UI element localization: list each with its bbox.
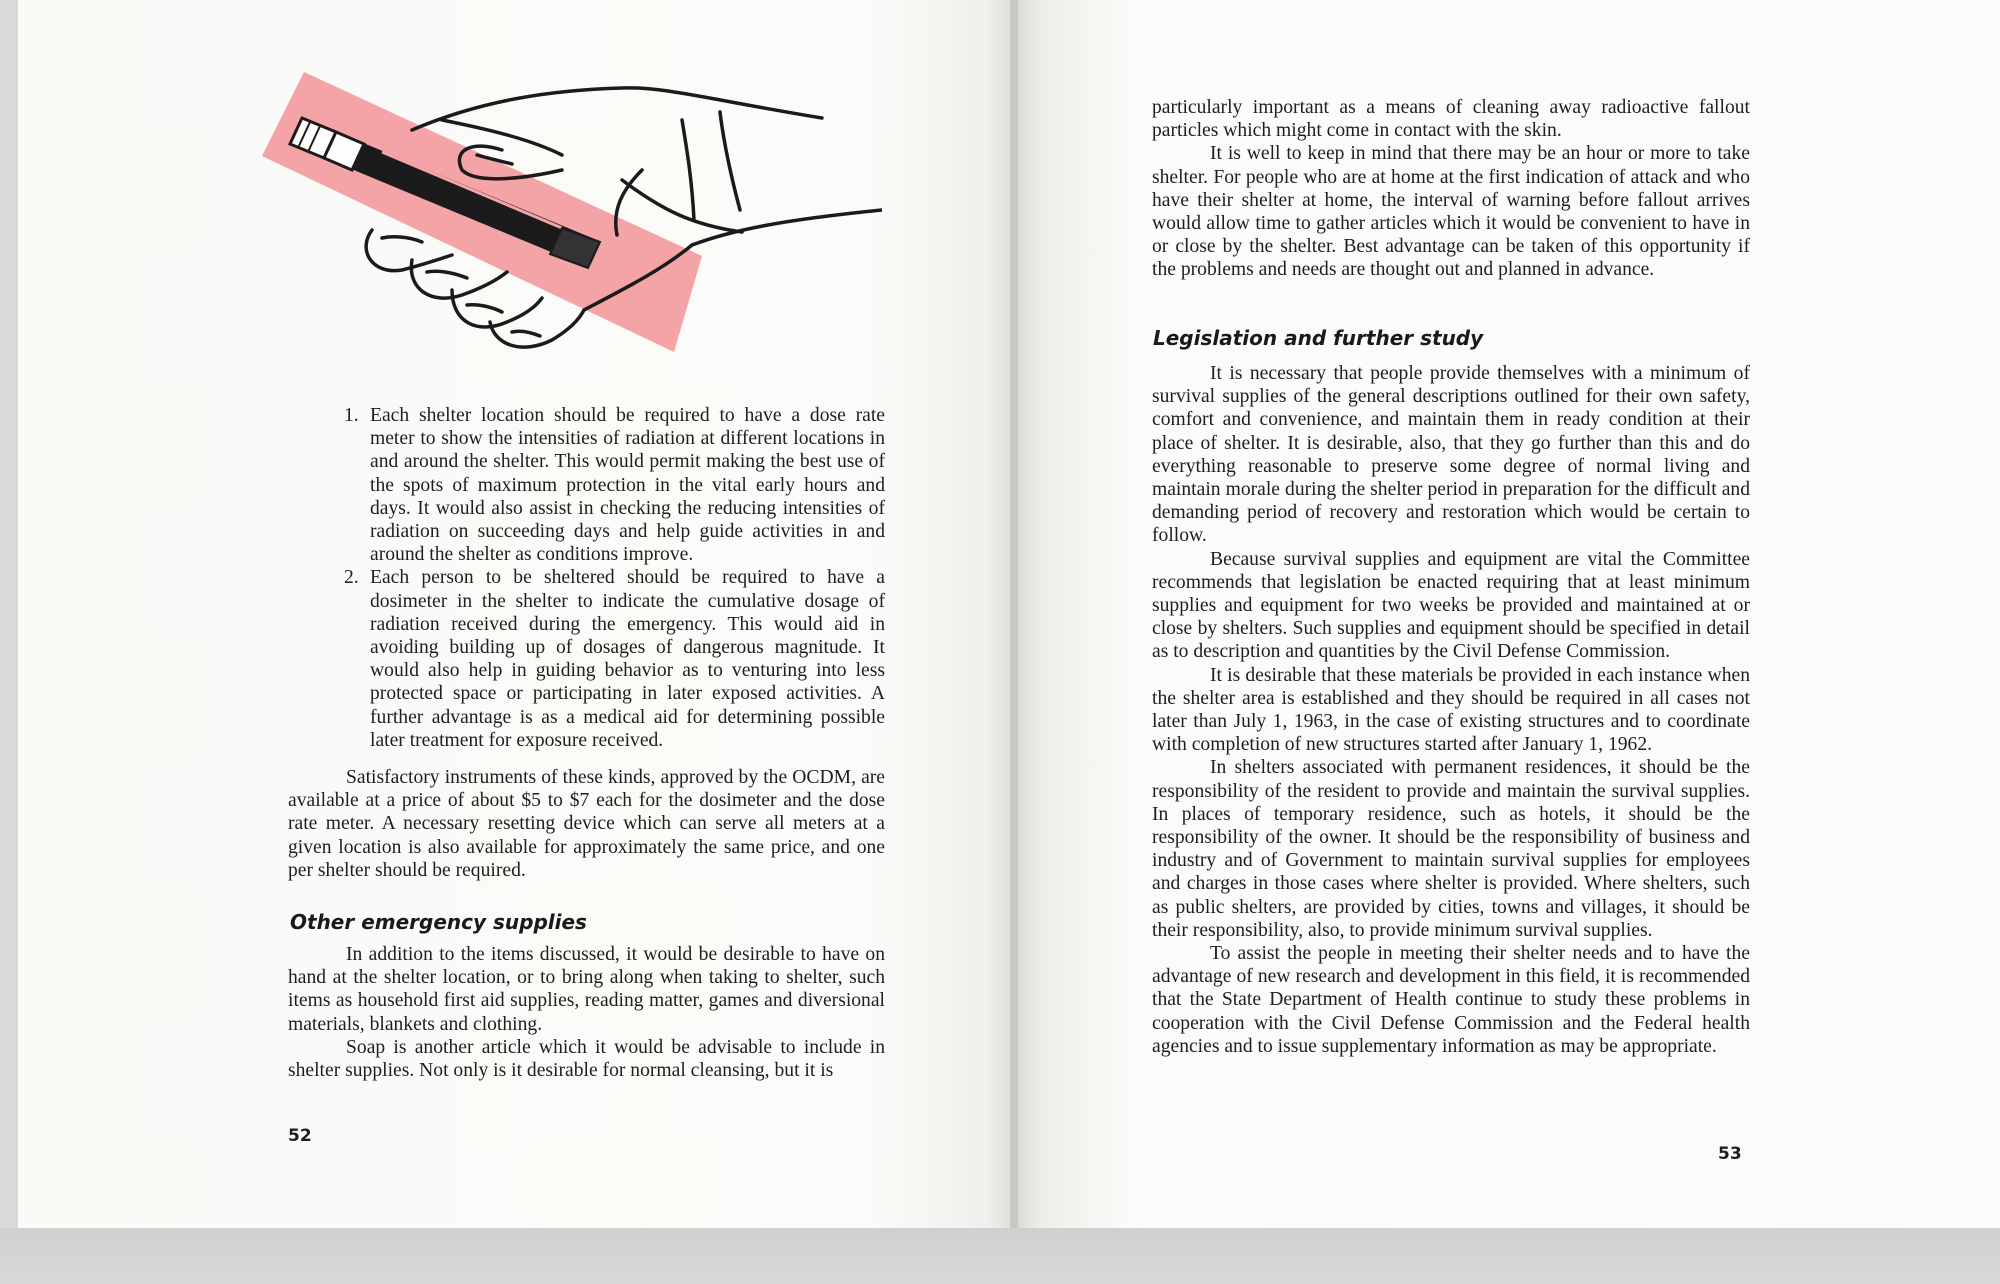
page-number-left: 52 [288,1126,312,1146]
list-number: 2. [344,567,359,589]
scan-shadow [0,1228,2000,1284]
because-paragraph: Because survival supplies and equipment are vital the Committee recommends that legislation be enacted requiring that at least minimum supplies and equipment for two weeks be provided and maintained at or close by shelters. Such supplies and equipment should be specified in detail as to description and quantities by the Civil Defense Commission. [1152,548,1750,663]
items-paragraph: In addition to the items discussed, it would be desirable to have on hand at the shelter location, or to bring along when taking to shelter, such items as household first aid supplies, reading matter, games and diversional materials, blankets and clothing. [288,944,885,1035]
instruments-paragraph: Satisfactory instruments of these kinds, approved by the OCDM, are available at a price of about $5 to $7 each for the dosimeter and the dose rate meter. A necessary resetting device which can serve all meters at a given location is also available for approximately the same price, and one per shelter should be required. [288,767,885,881]
list-item [344,566,885,752]
necessary-paragraph: It is necessary that people provide themselves with a minimum of survival supplies of the general descriptions outlined for their own safety, comfort and convenience, and maintain them in ready condition at their place of shelter. It is desirable, also, that they go further than this and do everything reasonable to preserve some degree of normal living and maintain morale during the shelter period in preparation for the difficult and demanding period of recovery and restoration which would be certain to follow. [1152,363,1750,547]
list-item-text: Each person to be sheltered should be required to have a dosimeter in the shelter to indicate the cumulative dosage of radiation received during the emergency. This would aid in avoiding building up of dosages of dangerous magnitude. It would also help in guiding behavior as to venturing into less protected space or participating in later exposed activities. A further advantage is as a medical aid for determining possible later treatment for exposure received. [370,567,885,751]
residences-paragraph: In shelters associated with permanent residences, it should be the responsibility of the resident to provide and maintain the survival supplies. In places of temporary residence, such as hotels, it should be the responsibility of the owner. It should be the responsibility of business and industry and of Government to maintain survival supplies for employees and charges in those cases where shelter is provided. Where shelters, such as public shelters, are provided by cities, towns and villages, it should be their responsibility, also, to provide minimum survival supplies. [1152,757,1750,941]
continued-paragraph-block [1152,96,1750,282]
hand-holding-dosimeter-illustration [262,60,882,360]
heading-legislation: Legislation and further study [1153,326,1484,350]
time-paragraph: It is well to keep in mind that there may be an hour or more to take shelter. For people who are at home at the first indication of attack and who have their shelter at home, the interval of warning before fallout arrives would allow time to gather articles which it would be convenient to have in or close by the shelter. Best advantage can be taken of this opportunity if the problems and needs are thought out and planned in advance. [1152,143,1750,281]
assist-paragraph: To assist the people in meeting their shelter needs and to have the advantage of new research and development in this field, it is recommended that the State Department of Health continue to study these problems in cooperation with the Civil Defense Commission and the Federal health agencies and to issue supplementary information as may be appropriate. [1152,943,1750,1057]
page-number-right: 53 [1718,1144,1742,1164]
list-item-text: Each shelter location should be required to have a dose rate meter to show the intensities of radiation at different locations in and around the shelter. This would permit making the best use of the spots of maximum protection in the vital early hours and days. It would also assist in checking the reducing intensities of radiation on succeeding days and help guide activities in and around the shelter as conditions improve. [370,405,885,566]
heading-other-emergency-supplies: Other emergency supplies [290,910,587,934]
desirable-paragraph: It is desirable that these materials be provided in each instance when the shelter area is established and they should be required in all cases not later than July 1, 1963, in the case of existing structures and to coordinate with completion of new structures started after January 1, 1962. [1152,664,1750,756]
book-gutter [1010,0,1018,1250]
list-item [344,404,885,566]
dosimeter-list [344,404,885,752]
list-number: 1. [344,405,359,426]
soap-paragraph: Soap is another article which it would be advisable to include in shelter supplies. Not only is it desirable for normal cleansing, but it is [288,1036,885,1082]
continued-paragraph: particularly important as a means of cleaning away radioactive fallout particles which might come in contact with the skin. [1152,97,1750,142]
legislation-paragraph-block [1152,362,1750,1058]
supplies-paragraph-block [288,943,885,1082]
instruments-paragraph-block [288,766,885,882]
